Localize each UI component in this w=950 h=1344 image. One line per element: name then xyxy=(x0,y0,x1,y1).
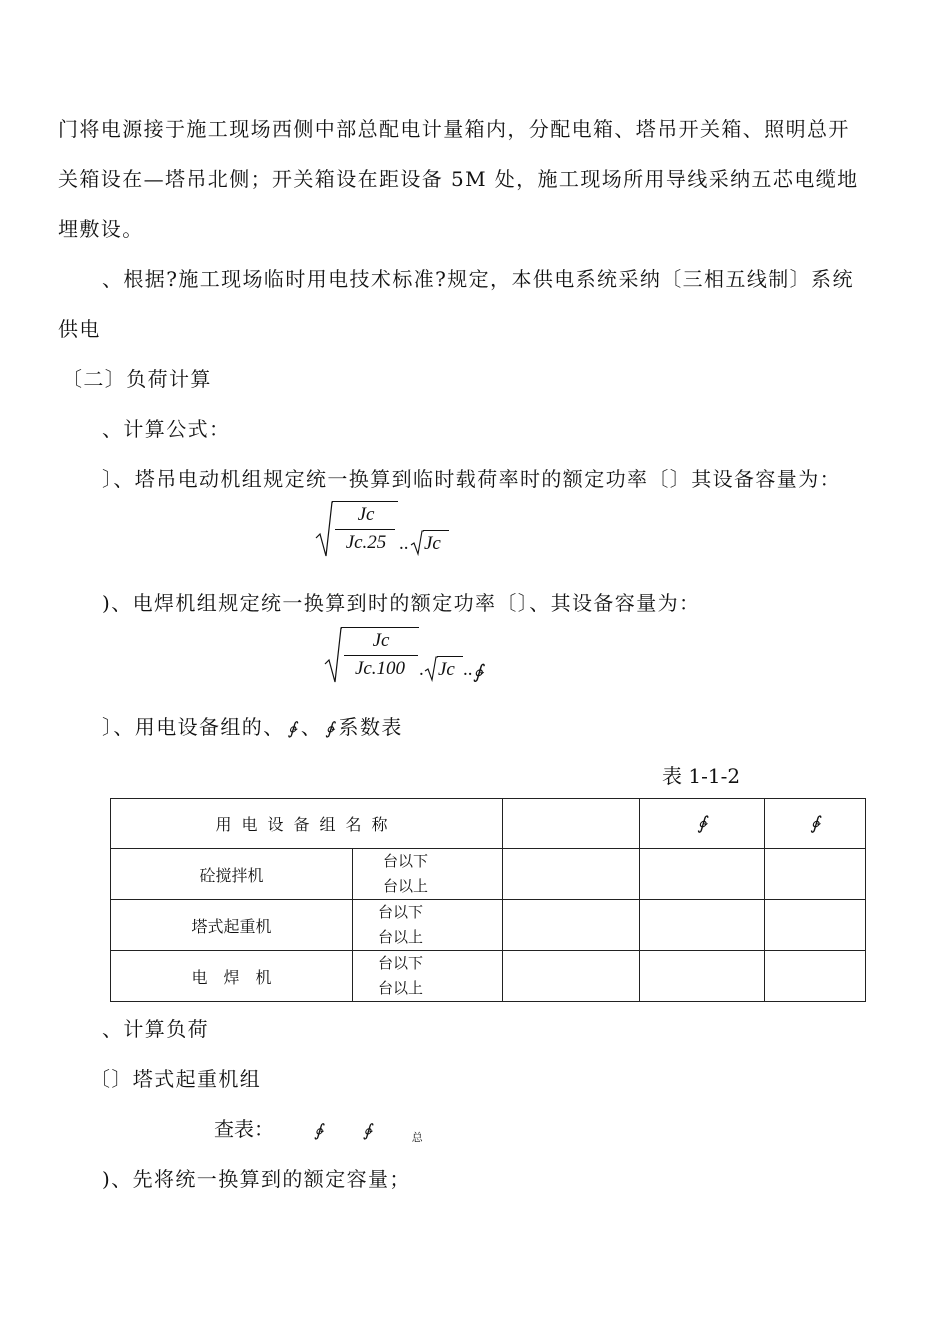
formula-2 xyxy=(323,626,493,686)
item1c-text-c: 系数表 xyxy=(338,715,403,739)
table-row-sub2: 台以上 xyxy=(383,877,429,895)
formula1-numerator: Jc xyxy=(357,504,375,525)
formula1-denominator: Jc.25 xyxy=(345,532,387,553)
sqrt-overline xyxy=(437,656,463,657)
item2-step-text: )、先将统一换算到的额定容量； xyxy=(102,1167,411,1191)
item1c-line xyxy=(102,714,403,742)
formula2-dot: . xyxy=(419,659,424,680)
sqrt-sign-icon xyxy=(314,500,334,558)
contour-integral-icon: ∲ xyxy=(473,661,483,683)
formula2-numerator: Jc xyxy=(372,630,390,651)
table-cell xyxy=(640,900,765,951)
para2-line1: 、根据?施工现场临时用电技术标准?规定，本供电系统采纳〔三相五线制〕系统 xyxy=(102,267,854,291)
table-cell xyxy=(765,900,866,951)
item1-heading: 、计算公式： xyxy=(102,417,231,441)
table-row-name: 砼搅拌机 xyxy=(111,849,353,899)
sqrt-overline xyxy=(423,530,449,531)
table-row xyxy=(111,849,866,900)
sqrt-sign-icon xyxy=(424,656,438,682)
table-header-name: 用电设备组名称 xyxy=(111,799,503,849)
item2-heading: 、计算负荷 xyxy=(102,1017,209,1041)
formula2-sqrt-term: Jc xyxy=(438,659,455,680)
para2-line2: 供电 xyxy=(58,317,101,341)
table-row-name: 塔式起重机 xyxy=(111,900,353,950)
section-title: 〔二〕负荷计算 xyxy=(62,367,212,391)
coefficient-table xyxy=(110,798,866,1002)
item1b-text: )、电焊机组规定统一换算到时的额定功率〔〕、其设备容量为： xyxy=(102,591,701,615)
lookup-subscript: 总 xyxy=(411,1131,423,1144)
contour-integral-icon: ∲ xyxy=(362,1121,372,1141)
table-cell xyxy=(640,849,765,900)
para1-line3: 埋敷设。 xyxy=(58,217,144,241)
contour-integral-icon: ∲ xyxy=(765,799,866,849)
fraction-bar xyxy=(335,529,395,530)
formula1-dots: .. xyxy=(399,533,409,554)
item1c-text-a: 〕、用电设备组的、 xyxy=(102,715,285,739)
para1-line2: 关箱设在—塔吊北侧；开关箱设在距设备 5M 处，施工现场所用导线采纳五芯电缆地 xyxy=(58,167,859,191)
table-cell xyxy=(503,849,640,900)
contour-integral-icon: ∲ xyxy=(314,1121,323,1141)
para1-line1: 门将电源接于施工现场西侧中部总配电计量箱内，分配电箱、塔吊开关箱、照明总开 xyxy=(58,117,850,141)
table-cell xyxy=(503,900,640,951)
formula2-denominator: Jc.100 xyxy=(354,658,406,679)
table-header-row xyxy=(111,799,866,849)
table-row-sub1: 台以下 xyxy=(378,954,424,972)
table-cell xyxy=(765,849,866,900)
contour-integral-icon: ∲ xyxy=(287,719,298,739)
table-cell xyxy=(765,951,866,1002)
sqrt-overline xyxy=(332,501,398,502)
lookup-label: 查表： xyxy=(214,1117,274,1141)
item1a-text: 〕、塔吊电动机组规定统一换算到临时载荷率时的额定功率〔〕其设备容量为： xyxy=(102,467,841,491)
table-row-sub1: 台以下 xyxy=(383,852,429,870)
lookup-line xyxy=(214,1116,423,1146)
fraction-bar xyxy=(344,655,418,656)
sqrt-overline xyxy=(341,627,419,628)
table-cell xyxy=(503,951,640,1002)
contour-integral-icon: ∲ xyxy=(325,719,336,739)
table-header-col3 xyxy=(503,799,640,849)
table-caption: 表 1-1-2 xyxy=(662,764,741,788)
item2-subheading: 〔〕塔式起重机组 xyxy=(90,1067,262,1091)
formula-1 xyxy=(314,500,454,560)
sqrt-sign-icon xyxy=(410,530,424,556)
table-row-sub1: 台以下 xyxy=(378,903,424,921)
table-row xyxy=(111,951,866,1002)
table-row-sub2: 台以上 xyxy=(378,928,424,946)
formula1-sqrt-term: Jc xyxy=(424,533,441,554)
table-row-sub2: 台以上 xyxy=(378,979,424,997)
table-row xyxy=(111,900,866,951)
table-cell xyxy=(640,951,765,1002)
formula2-dots: .. xyxy=(463,659,473,680)
item1c-text-b: 、 xyxy=(300,715,323,739)
contour-integral-icon: ∲ xyxy=(640,799,765,849)
table-row-name: 电 焊 机 xyxy=(111,951,353,1001)
